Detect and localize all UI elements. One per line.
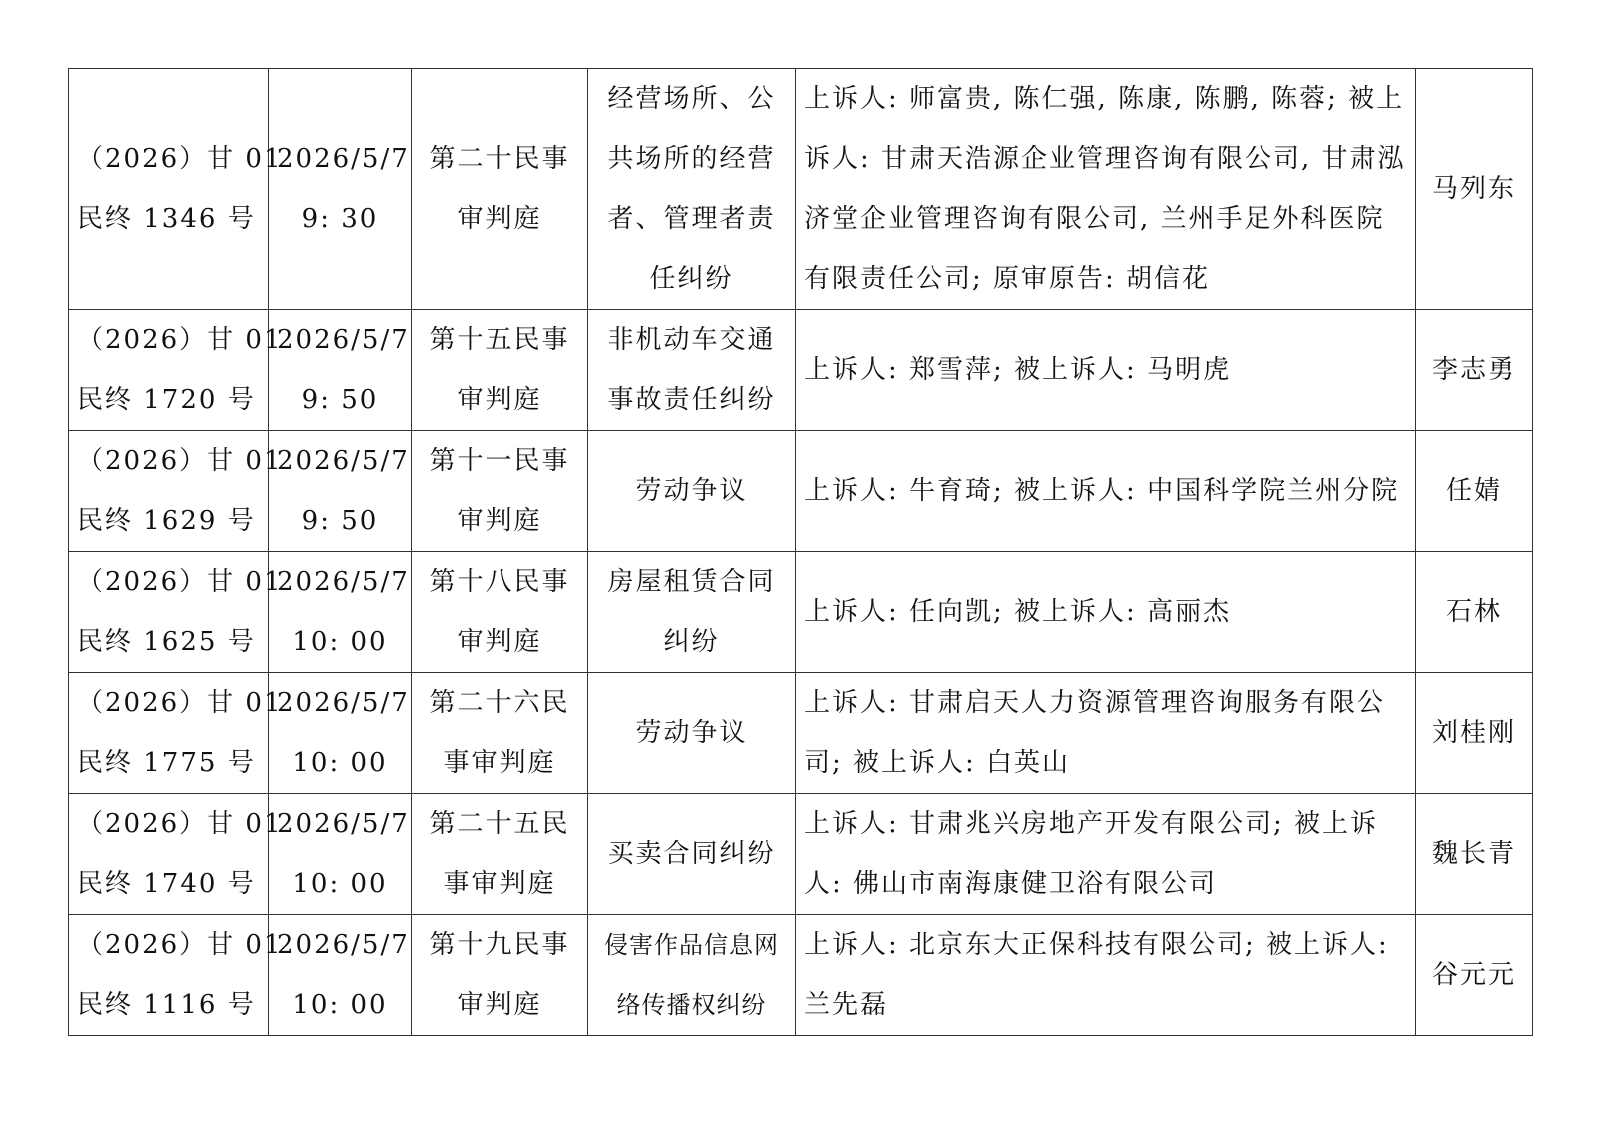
case-number-line2: 民终 1625 号 <box>77 627 256 657</box>
hearing-date: 2026/5/7 <box>277 567 410 597</box>
judge-cell <box>1416 431 1533 552</box>
courtroom: 第十五民事审判庭 <box>429 325 570 415</box>
case-number-cell <box>69 552 283 673</box>
courtroom-cell <box>412 310 588 431</box>
case-number-line2: 民终 1629 号 <box>77 506 256 536</box>
cause-cell <box>588 310 796 431</box>
case-number-cell <box>69 431 283 552</box>
hearing-time-cell <box>269 552 412 673</box>
parties: 上诉人: 郑雪萍; 被上诉人: 马明虎 <box>804 355 1232 385</box>
case-number-line2: 民终 1116 号 <box>77 990 256 1020</box>
case-number-line1: （2026）甘 01 <box>77 567 283 597</box>
case-cause: 房屋租赁合同纠纷 <box>607 567 776 657</box>
hearing-time-cell <box>269 915 412 1036</box>
hearing-date: 2026/5/7 <box>277 144 410 174</box>
case-cause: 经营场所、公共场所的经营者、管理者责任纠纷 <box>607 84 776 294</box>
table-row <box>69 794 1533 915</box>
courtroom-cell <box>412 915 588 1036</box>
case-cause: 劳动争议 <box>635 476 748 506</box>
parties: 上诉人: 任向凯; 被上诉人: 高丽杰 <box>804 597 1232 627</box>
presiding-judge: 马列东 <box>1431 174 1516 204</box>
table-row <box>69 310 1533 431</box>
cause-cell <box>588 915 796 1036</box>
courtroom-cell <box>412 794 588 915</box>
presiding-judge: 李志勇 <box>1431 355 1516 385</box>
case-number-line2: 民终 1740 号 <box>77 869 256 899</box>
case-number-line1: （2026）甘 01 <box>77 325 283 355</box>
hearing-time-cell <box>269 673 412 794</box>
case-cause: 侵害作品信息网络传播权纠纷 <box>604 931 779 1019</box>
parties: 上诉人: 甘肃启天人力资源管理咨询服务有限公司; 被上诉人: 白英山 <box>804 688 1386 778</box>
hearing-time: 10: 00 <box>292 627 388 657</box>
case-number-cell <box>69 69 283 310</box>
courtroom-cell <box>412 69 588 310</box>
courtroom: 第十九民事审判庭 <box>429 930 570 1020</box>
table-row <box>69 915 1533 1036</box>
case-number-line1: （2026）甘 01 <box>77 446 283 476</box>
hearing-time-cell <box>269 69 412 310</box>
case-number-line1: （2026）甘 01 <box>77 809 283 839</box>
table-row <box>69 431 1533 552</box>
hearing-time-cell <box>269 310 412 431</box>
judge-cell <box>1416 552 1533 673</box>
hearing-date: 2026/5/7 <box>277 446 410 476</box>
judge-cell <box>1416 69 1533 310</box>
courtroom-cell <box>412 552 588 673</box>
case-cause: 买卖合同纠纷 <box>607 839 776 869</box>
hearing-schedule-table <box>68 68 1533 1036</box>
presiding-judge: 刘桂刚 <box>1431 718 1516 748</box>
cause-cell <box>588 431 796 552</box>
table-row <box>69 673 1533 794</box>
case-number-line2: 民终 1720 号 <box>77 385 256 415</box>
hearing-time: 9: 50 <box>301 385 379 415</box>
parties: 上诉人: 北京东大正保科技有限公司; 被上诉人: 兰先磊 <box>804 930 1389 1020</box>
hearing-time: 9: 30 <box>301 204 379 234</box>
parties: 上诉人: 牛育琦; 被上诉人: 中国科学院兰州分院 <box>804 476 1400 506</box>
judge-cell <box>1416 673 1533 794</box>
courtroom-cell <box>412 673 588 794</box>
hearing-time: 10: 00 <box>292 748 388 778</box>
cause-cell <box>588 794 796 915</box>
case-number-line1: （2026）甘 01 <box>77 144 283 174</box>
case-number-line1: （2026）甘 01 <box>77 930 283 960</box>
case-number-line1: （2026）甘 01 <box>77 688 283 718</box>
case-number-line2: 民终 1775 号 <box>77 748 256 778</box>
parties-cell <box>796 794 1416 915</box>
case-number-cell <box>69 310 283 431</box>
parties-cell <box>796 552 1416 673</box>
courtroom: 第十八民事审判庭 <box>429 567 570 657</box>
parties-cell <box>796 69 1416 310</box>
judge-cell <box>1416 310 1533 431</box>
courtroom: 第二十五民事审判庭 <box>429 809 570 899</box>
hearing-time-cell <box>269 431 412 552</box>
presiding-judge: 石林 <box>1445 597 1502 627</box>
courtroom-cell <box>412 431 588 552</box>
hearing-time: 10: 00 <box>292 869 388 899</box>
cause-cell <box>588 673 796 794</box>
hearing-date: 2026/5/7 <box>277 930 410 960</box>
presiding-judge: 魏长青 <box>1431 839 1516 869</box>
case-number-cell <box>69 673 283 794</box>
table-row <box>69 552 1533 673</box>
case-number-cell <box>69 915 283 1036</box>
table-row <box>69 69 1533 310</box>
parties: 上诉人: 甘肃兆兴房地产开发有限公司; 被上诉人: 佛山市南海康健卫浴有限公司 <box>804 809 1379 899</box>
parties: 上诉人: 师富贵, 陈仁强, 陈康, 陈鹏, 陈蓉; 被上诉人: 甘肃天浩源企业管理咨询有限公司, 甘肃泓济堂企业管理咨询有限公司, 兰州手足外科医院有限责任公司; 原审原告: 胡信花 <box>804 84 1406 294</box>
case-cause: 劳动争议 <box>635 718 748 748</box>
cause-cell <box>588 552 796 673</box>
courtroom: 第二十六民事审判庭 <box>429 688 570 778</box>
judge-cell <box>1416 794 1533 915</box>
parties-cell <box>796 310 1416 431</box>
judge-cell <box>1416 915 1533 1036</box>
cause-cell <box>588 69 796 310</box>
presiding-judge: 谷元元 <box>1431 960 1516 990</box>
hearing-time: 10: 00 <box>292 990 388 1020</box>
hearing-date: 2026/5/7 <box>277 325 410 355</box>
hearing-time: 9: 50 <box>301 506 379 536</box>
case-cause: 非机动车交通事故责任纠纷 <box>607 325 776 415</box>
parties-cell <box>796 431 1416 552</box>
courtroom: 第二十民事审判庭 <box>429 144 570 234</box>
hearing-time-cell <box>269 794 412 915</box>
case-number-cell <box>69 794 283 915</box>
presiding-judge: 任婧 <box>1445 476 1502 506</box>
case-number-line2: 民终 1346 号 <box>77 204 256 234</box>
hearing-date: 2026/5/7 <box>277 688 410 718</box>
courtroom: 第十一民事审判庭 <box>429 446 570 536</box>
parties-cell <box>796 915 1416 1036</box>
parties-cell <box>796 673 1416 794</box>
hearing-date: 2026/5/7 <box>277 809 410 839</box>
